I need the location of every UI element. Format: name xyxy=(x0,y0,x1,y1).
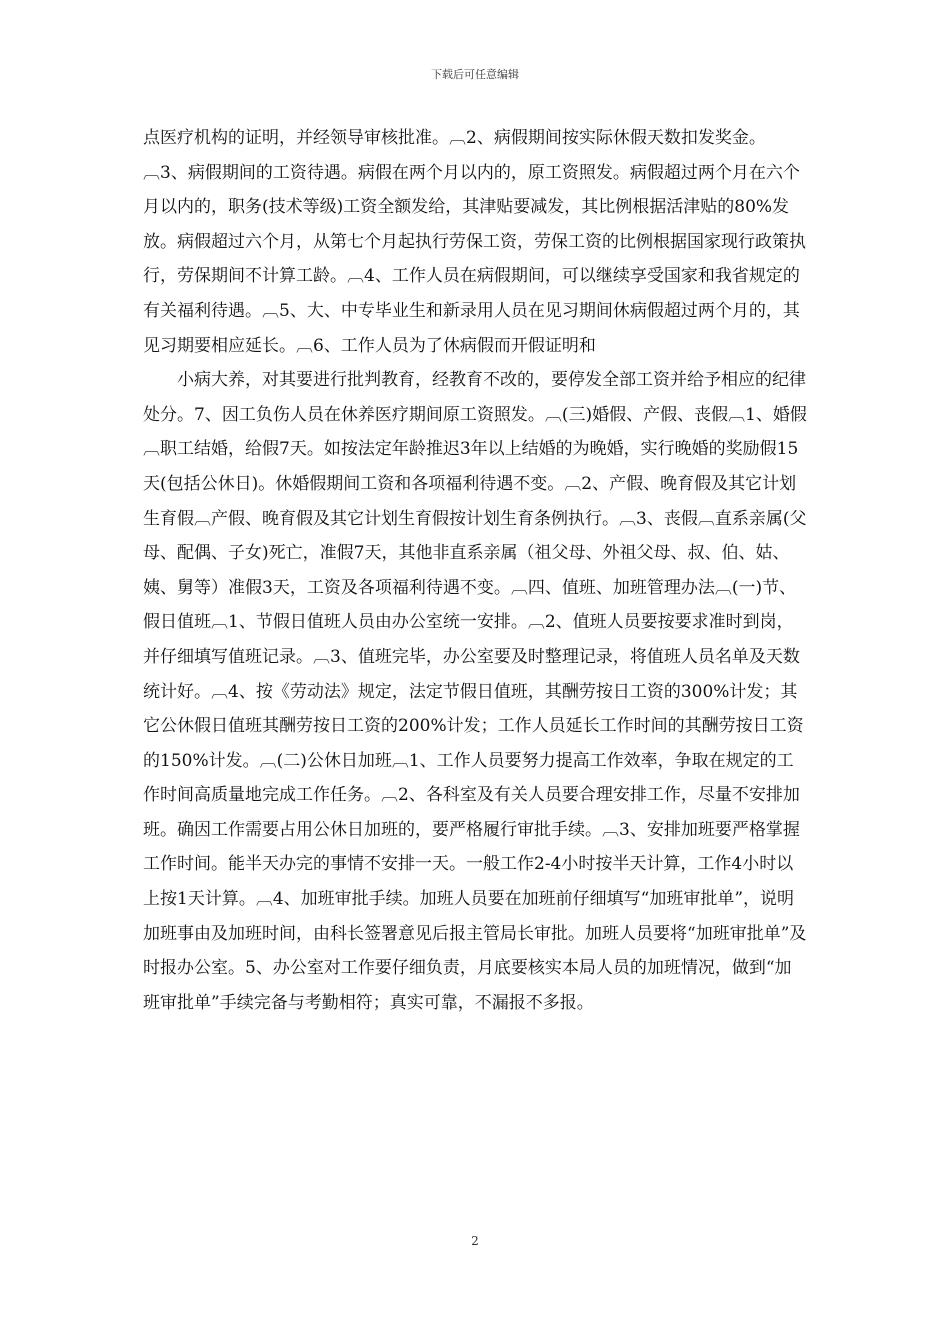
page-number: 2 xyxy=(471,1234,479,1248)
document-body xyxy=(143,121,807,1020)
paragraph-1: 点医疗机构的证明，并经领导审核批准。︹2、病假期间按实际休假天数扣发奖金。︹3、病假期间的工资待遇。病假在两个月以内的，原工资照发。病假超过两个月在六个月以内的，职务(技术等级)工资全额发给，其津贴要减发，其比例根据活津贴的80%发放。病假超过六个月，从第七个月起执行劳保工资，劳保工资的比例根据国家现行政策执行，劳保期间不计算工龄。︹4、工作人员在病假期间，可以继续享受国家和我省规定的有关福利待遇。︹5、大、中专毕业生和新录用人员在见习期间休病假超过两个月的，其见习期要相应延长。︹6、工作人员为了休病假而开假证明和 xyxy=(143,128,806,356)
paragraph-2: 小病大养，对其要进行批判教育，经教育不改的，要停发全部工资并给予相应的纪律处分。7、因工负伤人员在休养医疗期间原工资照发。︹(三)婚假、产假、丧假︹1、婚假︹职工结婚，给假7天。如按法定年龄推迟3年以上结婚的为晚婚，实行晚婚的奖励假15天(包括公休日)。休婚假期间工资和各项福利待遇不变。︹2、产假、晚育假及其它计划生育假︹产假、晚育假及其它计划生育假按计划生育条例执行。︹3、丧假︹直系亲属(父母、配偶、子女)死亡，准假7天，其他非直系亲属（祖父母、外祖父母、叔、伯、姑、姨、舅等）准假3天，工资及各项福利待遇不变。︹四、值班、加班管理办法︹(一)节、假日值班︹1、节假日值班人员由办公室统一安排。︹2、值班人员要按要求准时到岗，并仔细填写值班记录。︹3、值班完毕，办公室要及时整理记录，将值班人员名单及天数统计好。︹4、按《劳动法》规定，法定节假日值班，其酬劳按日工资的300%计发；其它公休假日值班其酬劳按日工资的200%计发；工作人员延长工作时间的其酬劳按日工资的150%计发。︹(二)公休日加班︹1、工作人员要努力提高工作效率，争取在规定的工作时间高质量地完成工作任务。︹2、各科室及有关人员要合理安排工作，尽量不安排加班。确因工作需要占用公休日加班的，要严格履行审批手续。︹3、安排加班要严格掌握工作时间。能半天办完的事情不安排一天。一般工作2-4小时按半天计算，工作4小时以上按1天计算。︹4、加班审批手续。加班人员要在加班前仔细填写“加班审批单”，说明加班事由及加班时间，由科长签署意见后报主管局长审批。加班人员要将“加班审批单”及时报办公室。5、办公室对工作要仔细负责，月底要核实本局人员的加班情况，做到“加班审批单”手续完备与考勤相符；真实可靠，不漏报不多报。 xyxy=(143,370,807,1013)
page-header: 下载后可任意编辑 xyxy=(431,68,519,81)
